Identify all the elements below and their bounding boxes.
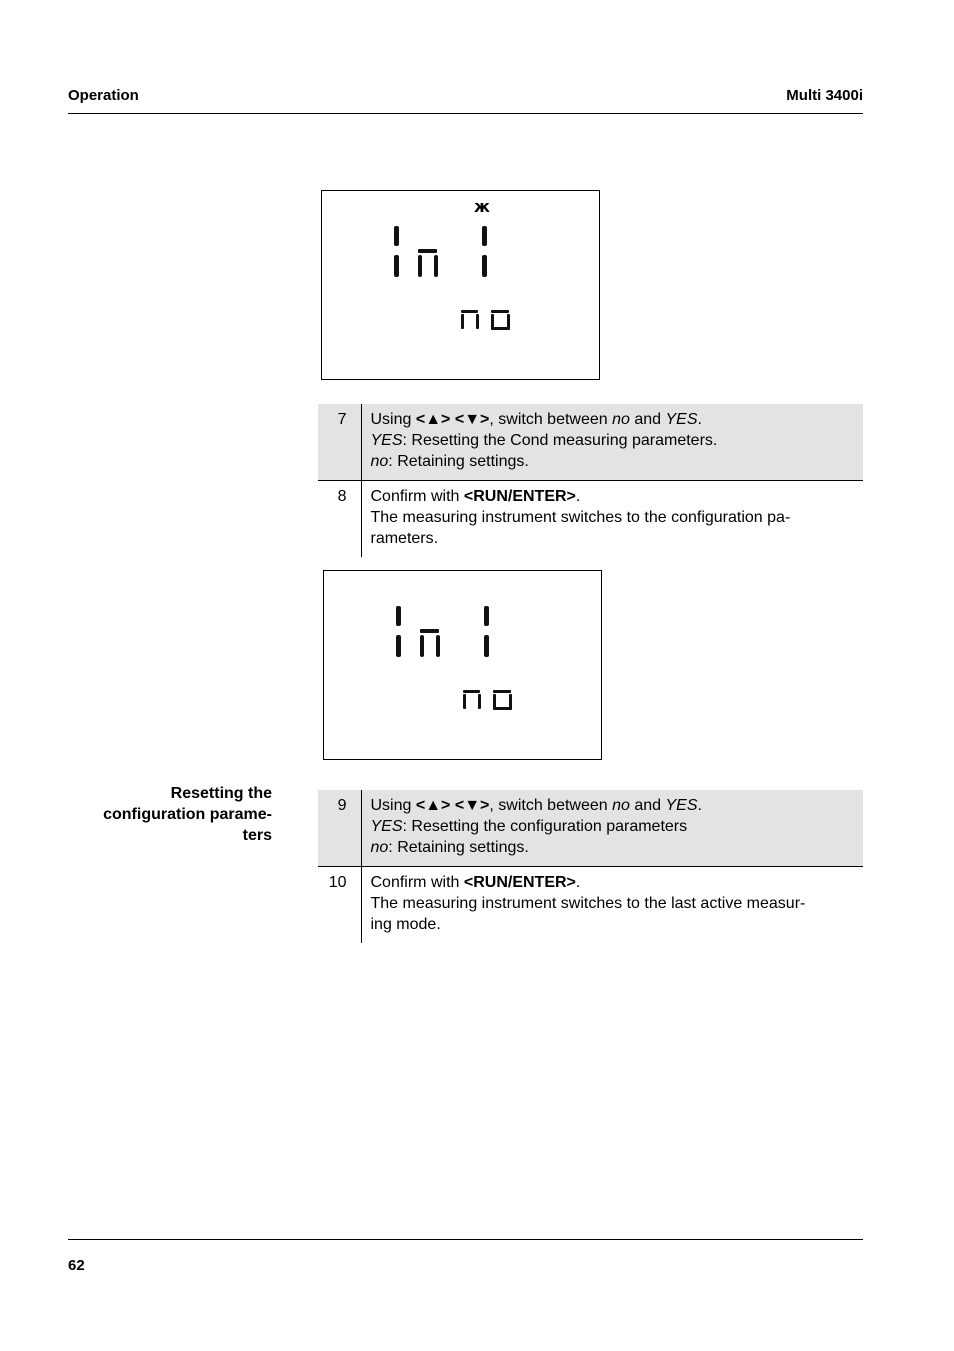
step-number: 9 [318,790,361,867]
step-row [318,867,863,944]
running-header-section: Operation [68,87,139,104]
step-number: 10 [318,867,361,944]
lcd-display-1 [321,190,600,380]
lcd-segments-1 [322,191,599,379]
key-up-label: <▲> [415,411,451,428]
page-number: 62 [68,1257,85,1274]
lcd-segments-2 [324,571,601,759]
header-rule [68,113,863,114]
probe-symbol-icon: ж [474,197,490,216]
step-row [318,790,863,867]
step-number: 7 [318,404,361,481]
key-run-enter-label: <RUN/ENTER> [463,488,576,505]
key-run-enter-label: <RUN/ENTER> [463,874,576,891]
step-text: Confirm with <RUN/ENTER>. The measuring instrument switches to the configuration pa- rameters. [370,488,791,547]
running-header-product: Multi 3400i [786,87,863,104]
key-up-label: <▲> [415,797,451,814]
steps-table-a [318,404,863,557]
step-row [318,404,863,481]
key-down-label: <▼> [454,411,490,428]
footer-rule [68,1239,863,1240]
step-text: Confirm with <RUN/ENTER>. The measuring instrument switches to the last active measur- ing mode. [370,874,806,933]
step-row [318,481,863,558]
side-heading: Resetting the configuration parame- ters [103,785,272,844]
step-number: 8 [318,481,361,558]
key-down-label: <▼> [454,797,490,814]
step-text: Using <▲> <▼>, switch between no and YES. YES: Resetting the Cond measuring parameters. no: Retaining settings. [361,404,863,481]
step-text: Using <▲> <▼>, switch between no and YES. YES: Resetting the configuration parameters no: Retaining settings. [361,790,863,867]
steps-table-b [318,790,863,943]
lcd-display-2 [323,570,602,760]
